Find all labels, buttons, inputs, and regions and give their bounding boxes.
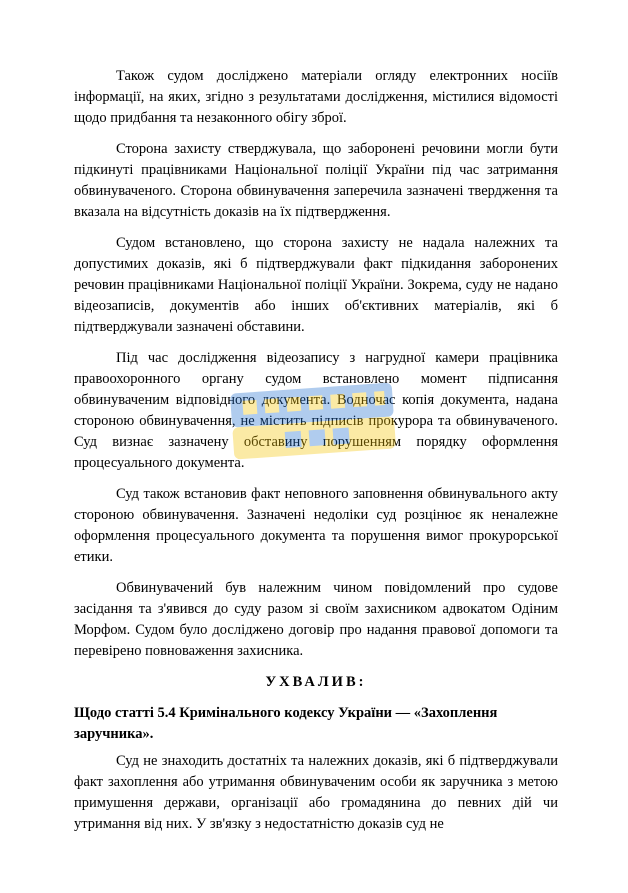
resolution-heading: УХВАЛИВ: — [265, 674, 367, 690]
paragraph-bodycam-video: Під час дослідження відеозапису з нагрудної камери працівника правоохоронного органу судом встановлено момент підписання обвинуваченим відповідного документа. Водночас копія документа, надана стороною обвинувачення, не містить підписів прокурора та обвинуваченого. Суд визнає зазначену обставину порушенням порядку оформлення процесуального документа. — [74, 350, 558, 471]
paragraph-evidence-media: Також судом досліджено матеріали огляду електронних носіїв інформації, на яких, згідно з результатами дослідження, містилися відомості щодо придбання та незаконного обігу зброї. — [74, 68, 558, 126]
document-page — [74, 66, 558, 845]
article-heading: Щодо статті 5.4 Кримінального кодексу України — «Захоплення заручника». — [74, 705, 498, 742]
paragraph-hostage-finding: Суд не знаходить достатніх та належних доказів, які б підтверджували факт захоплення або утримання обвинуваченим особи як заручника з метою примушення держави, організації або громадянина до певних дій чи утримання від них. У зв'язку з недостатністю доказів суд не — [74, 753, 558, 832]
paragraph-indictment-defects: Суд також встановив факт неповного заповнення обвинувального акту стороною обвинувачення. Зазначені недоліки суд розцінює як неналежне оформлення процесуального документа та порушення вимог прокурорської етики. — [74, 486, 558, 565]
paragraph-defendant-notified: Обвинувачений був належним чином повідомлений про судове засідання та з'явився до суду разом зі своїм захисником адвокатом Одіним Морфом. Судом було досліджено договір про надання правової допомоги та перевірено повноваження захисника. — [74, 580, 558, 659]
paragraph-defense-claim: Сторона захисту стверджувала, що заборонені речовини могли бути підкинуті працівниками Національної поліції України під час затримання обвинуваченого. Сторона обвинувачення заперечила зазначені твердження та вказала на відсутність доказів на їх підтвердження. — [74, 141, 558, 220]
paragraph-no-evidence: Судом встановлено, що сторона захисту не надала належних та допустимих доказів, які б підтверджували факт підкидання заборонених речовин працівниками Національної поліції України. Зокрема, суду не надано відеозаписів, документів або інших об'єктивних матеріалів, які б підтверджували зазначені обставини. — [74, 235, 558, 335]
